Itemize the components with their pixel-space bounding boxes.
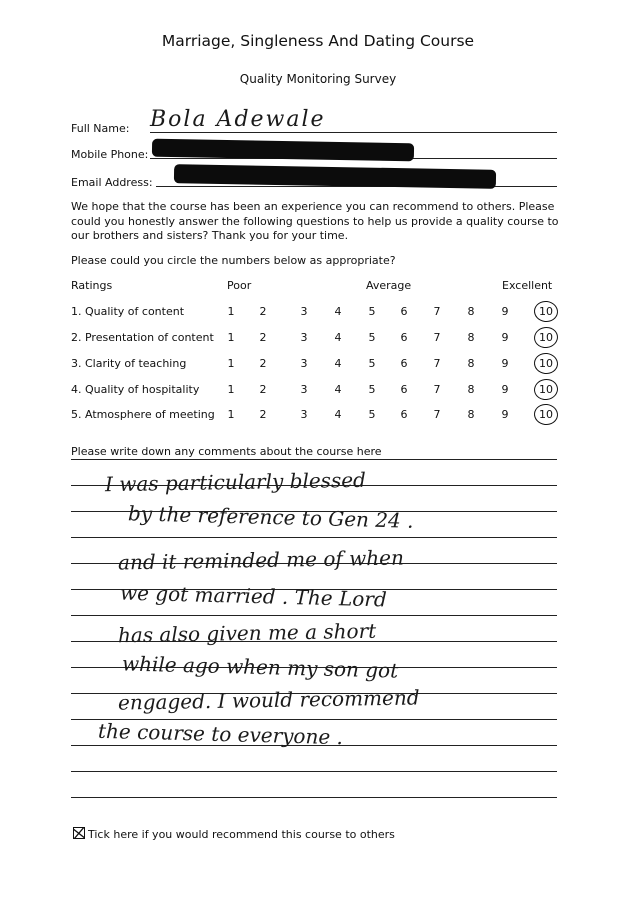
comment-handwritten-line: has also given me a short — [117, 618, 377, 648]
rating-option-1[interactable]: 1 — [227, 331, 235, 344]
rating-question-label: 4. Quality of hospitality — [71, 383, 200, 396]
rating-option-6[interactable]: 6 — [400, 305, 408, 318]
full-name-value[interactable]: Bola Adewale — [150, 107, 326, 132]
comment-rule-line — [71, 771, 557, 772]
full-name-label: Full Name: — [71, 122, 130, 135]
rating-excellent-label: Excellent — [502, 279, 553, 292]
rating-option-3[interactable]: 3 — [300, 383, 308, 396]
rating-option-1[interactable]: 1 — [227, 357, 235, 370]
rating-option-4[interactable]: 4 — [334, 331, 342, 344]
rating-selected-circle — [533, 377, 560, 401]
rating-option-3[interactable]: 3 — [300, 408, 308, 421]
rating-question-label: 5. Atmosphere of meeting — [71, 408, 215, 421]
form-subtitle: Quality Monitoring Survey — [239, 72, 397, 86]
rating-option-10[interactable]: 10 — [539, 305, 553, 318]
rating-option-6[interactable]: 6 — [400, 357, 408, 370]
full-name-line — [150, 132, 557, 133]
rating-selected-circle — [533, 325, 560, 349]
circle-instruction: Please could you circle the numbers below as appropriate? — [71, 254, 396, 267]
rating-option-4[interactable]: 4 — [334, 357, 342, 370]
rating-option-3[interactable]: 3 — [300, 357, 308, 370]
rating-option-9[interactable]: 9 — [501, 408, 509, 421]
rating-option-1[interactable]: 1 — [227, 305, 235, 318]
rating-option-1[interactable]: 1 — [227, 383, 235, 396]
rating-option-1[interactable]: 1 — [227, 408, 235, 421]
rating-option-4[interactable]: 4 — [334, 408, 342, 421]
comments-heading: Please write down any comments about the course here — [71, 445, 382, 458]
rating-question-label: 3. Clarity of teaching — [71, 357, 187, 370]
rating-option-5[interactable]: 5 — [368, 408, 376, 421]
rating-option-8[interactable]: 8 — [467, 357, 475, 370]
rating-option-4[interactable]: 4 — [334, 305, 342, 318]
recommend-checkbox[interactable] — [73, 827, 85, 839]
rating-option-3[interactable]: 3 — [300, 305, 308, 318]
rating-option-8[interactable]: 8 — [467, 383, 475, 396]
rating-option-2[interactable]: 2 — [259, 383, 267, 396]
rating-option-9[interactable]: 9 — [501, 383, 509, 396]
rating-option-5[interactable]: 5 — [368, 331, 376, 344]
comment-handwritten-line: we got married . The Lord — [119, 580, 388, 612]
rating-option-2[interactable]: 2 — [259, 357, 267, 370]
comment-rule-line — [71, 615, 557, 616]
rating-option-9[interactable]: 9 — [501, 331, 509, 344]
rating-option-7[interactable]: 7 — [433, 357, 441, 370]
rating-option-10[interactable]: 10 — [539, 331, 553, 344]
ratings-header: Ratings — [71, 279, 113, 292]
comment-handwritten-line: the course to everyone . — [97, 718, 344, 750]
rating-option-2[interactable]: 2 — [259, 408, 267, 421]
intro-text: We hope that the course has been an experience you can recommend to others. Please could you honestly answer the following questions to help us provide a quality course to our brothers and sisters? Thank you for your time. — [71, 200, 559, 242]
mobile-phone-label: Mobile Phone: — [71, 148, 149, 161]
rating-option-5[interactable]: 5 — [368, 357, 376, 370]
email-label: Email Address: — [71, 176, 153, 189]
rating-option-6[interactable]: 6 — [400, 408, 408, 421]
rating-option-5[interactable]: 5 — [368, 383, 376, 396]
comment-rule-line — [71, 797, 557, 798]
rating-option-7[interactable]: 7 — [433, 408, 441, 421]
recommend-label: Tick here if you would recommend this course to others — [88, 828, 395, 841]
rating-option-9[interactable]: 9 — [501, 305, 509, 318]
rating-option-10[interactable]: 10 — [539, 408, 553, 421]
comment-handwritten-line: and it reminded me of when — [117, 545, 405, 575]
rating-selected-circle — [533, 403, 559, 426]
comment-handwritten-line: by the reference to Gen 24 . — [127, 501, 414, 533]
rating-poor-label: Poor — [227, 279, 252, 292]
comment-handwritten-line: while ago when my son got — [121, 651, 399, 683]
rating-question-label: 1. Quality of content — [71, 305, 185, 318]
rating-option-8[interactable]: 8 — [467, 305, 475, 318]
comment-handwritten-line: I was particularly blessed — [104, 467, 367, 497]
rating-option-9[interactable]: 9 — [501, 357, 509, 370]
rating-option-7[interactable]: 7 — [433, 331, 441, 344]
form-title: Marriage, Singleness And Dating Course — [161, 32, 475, 50]
rating-option-2[interactable]: 2 — [259, 305, 267, 318]
rating-option-7[interactable]: 7 — [433, 305, 441, 318]
rating-average-label: Average — [366, 279, 412, 292]
rating-selected-circle — [533, 352, 559, 375]
checkbox-tick-mark — [73, 827, 85, 839]
rating-option-10[interactable]: 10 — [539, 357, 553, 370]
rating-option-6[interactable]: 6 — [400, 331, 408, 344]
rating-option-8[interactable]: 8 — [467, 331, 475, 344]
rating-option-4[interactable]: 4 — [334, 383, 342, 396]
comment-handwritten-line: engaged. I would recommend — [117, 685, 420, 715]
rating-option-3[interactable]: 3 — [300, 331, 308, 344]
rating-question-label: 2. Presentation of content — [71, 331, 214, 344]
rating-option-6[interactable]: 6 — [400, 383, 408, 396]
rating-option-2[interactable]: 2 — [259, 331, 267, 344]
rating-selected-circle — [533, 300, 559, 323]
rating-option-5[interactable]: 5 — [368, 305, 376, 318]
rating-option-7[interactable]: 7 — [433, 383, 441, 396]
comment-rule-line — [71, 537, 557, 538]
rating-option-10[interactable]: 10 — [539, 383, 553, 396]
comment-rule-line — [71, 459, 557, 460]
rating-option-8[interactable]: 8 — [467, 408, 475, 421]
